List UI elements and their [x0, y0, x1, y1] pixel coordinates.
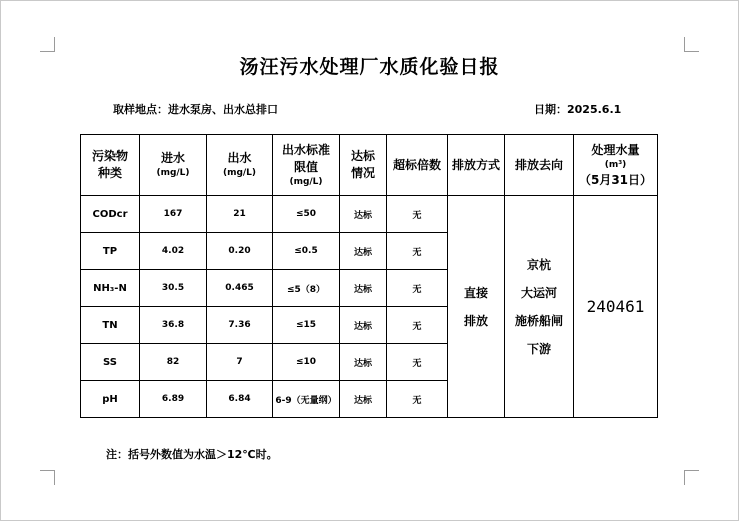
effluent-value: 7.36 — [207, 307, 273, 344]
header-standard-limit: 出水标准 限值 (mg/L) — [273, 135, 340, 196]
header-discharge-method: 排放方式 — [448, 135, 505, 196]
compliance-status: 达标 — [340, 196, 387, 233]
report-date: 日期：2025.6.1 — [534, 103, 622, 116]
exceed-value: 无 — [387, 233, 448, 270]
param-name: TN — [81, 307, 140, 344]
param-name: TP — [81, 233, 140, 270]
param-name: CODcr — [81, 196, 140, 233]
compliance-status: 达标 — [340, 381, 387, 418]
crop-mark-top-left — [40, 37, 55, 52]
compliance-status: 达标 — [340, 307, 387, 344]
limit-value: ≤5（8） — [273, 270, 340, 307]
param-name: SS — [81, 344, 140, 381]
influent-value: 36.8 — [140, 307, 207, 344]
header-exceed-multiple: 超标倍数 — [387, 135, 448, 196]
exceed-value: 无 — [387, 196, 448, 233]
table-header-row — [81, 135, 658, 196]
effluent-value: 0.465 — [207, 270, 273, 307]
param-name: NH₃-N — [81, 270, 140, 307]
exceed-value: 无 — [387, 270, 448, 307]
header-compliance: 达标 情况 — [340, 135, 387, 196]
limit-value: ≤15 — [273, 307, 340, 344]
influent-value: 167 — [140, 196, 207, 233]
influent-value: 6.89 — [140, 381, 207, 418]
crop-mark-bottom-left — [40, 470, 55, 485]
header-pollutant: 污染物 种类 — [81, 135, 140, 196]
exceed-value: 无 — [387, 344, 448, 381]
effluent-value: 6.84 — [207, 381, 273, 418]
report-title: 汤汪污水处理厂水质化验日报 — [239, 56, 500, 78]
table-row — [81, 196, 658, 233]
exceed-value: 无 — [387, 381, 448, 418]
treated-volume-value: 240461 — [574, 196, 658, 418]
limit-value: 6-9（无量纲） — [273, 381, 340, 418]
param-name: pH — [81, 381, 140, 418]
header-influent: 进水 (mg/L) — [140, 135, 207, 196]
header-effluent: 出水 (mg/L) — [207, 135, 273, 196]
water-quality-table — [80, 134, 658, 418]
compliance-status: 达标 — [340, 270, 387, 307]
limit-value: ≤50 — [273, 196, 340, 233]
crop-mark-top-right — [684, 37, 699, 52]
limit-value: ≤0.5 — [273, 233, 340, 270]
limit-value: ≤10 — [273, 344, 340, 381]
discharge-destination-cell: 京杭 大运河 施桥船闸 下游 — [505, 196, 574, 418]
compliance-status: 达标 — [340, 233, 387, 270]
compliance-status: 达标 — [340, 344, 387, 381]
exceed-value: 无 — [387, 307, 448, 344]
header-treated-volume: 处理水量 (m³) （5月31日） — [574, 135, 658, 196]
effluent-value: 7 — [207, 344, 273, 381]
influent-value: 4.02 — [140, 233, 207, 270]
influent-value: 82 — [140, 344, 207, 381]
discharge-method-cell: 直接 排放 — [448, 196, 505, 418]
influent-value: 30.5 — [140, 270, 207, 307]
effluent-value: 0.20 — [207, 233, 273, 270]
effluent-value: 21 — [207, 196, 273, 233]
crop-mark-bottom-right — [684, 470, 699, 485]
sampling-location: 取样地点：进水泵房、出水总排口 — [113, 103, 278, 116]
header-discharge-destination: 排放去向 — [505, 135, 574, 196]
footnote: 注：括号外数值为水温＞12℃时。 — [106, 448, 278, 461]
